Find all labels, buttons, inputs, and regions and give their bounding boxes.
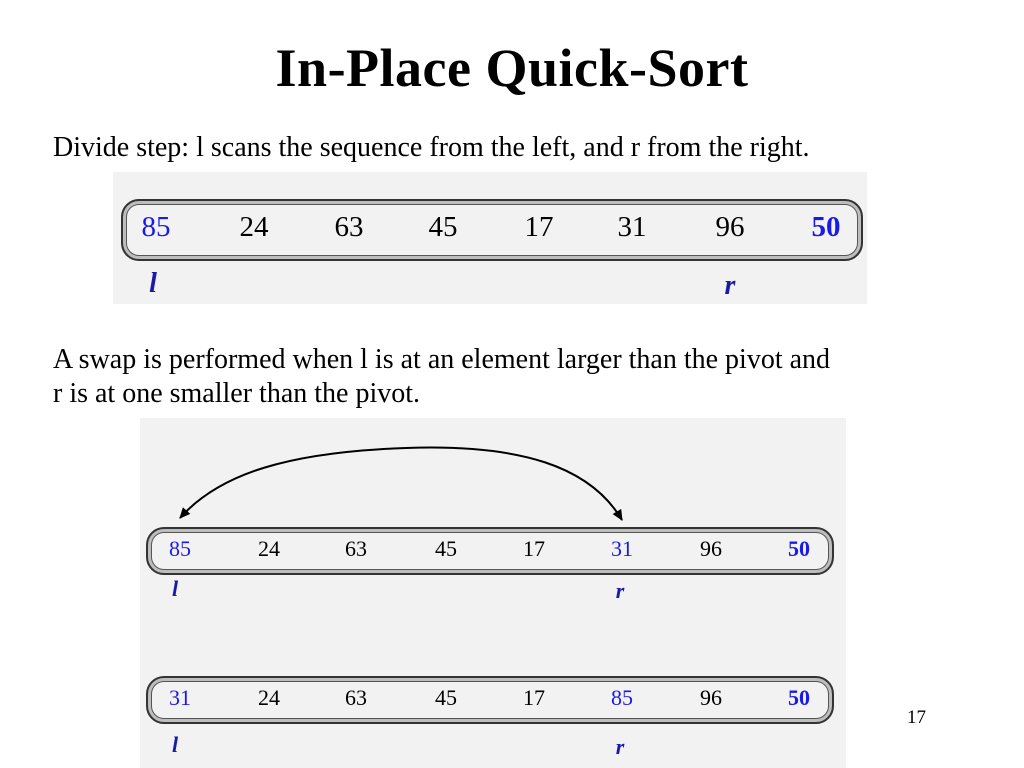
right-pointer-label: r	[615, 578, 625, 603]
page-number: 17	[907, 707, 926, 728]
left-pointer-label: l	[171, 732, 179, 757]
sequence-before-swap	[146, 527, 834, 575]
pivot-cell: 50	[811, 211, 841, 243]
swap-description-line-2: r is at one smaller than the pivot.	[53, 378, 421, 409]
left-pointer-label: l	[149, 268, 157, 299]
right-pointer-label: r	[724, 270, 736, 301]
left-pointer-label: l	[171, 576, 179, 601]
swap-figure	[140, 418, 846, 768]
array-cell: 96	[700, 685, 722, 710]
array-cell: 17	[523, 536, 545, 561]
array-cell: 31	[617, 211, 647, 243]
scan-figure	[113, 172, 867, 304]
pivot-cell: 50	[788, 685, 810, 710]
right-pointer-label: r	[615, 734, 625, 759]
array-cell: 85	[169, 536, 191, 561]
array-cell: 24	[239, 211, 269, 243]
array-cell: 85	[611, 685, 633, 710]
array-cell: 63	[345, 685, 367, 710]
swap-description-text	[53, 343, 830, 411]
array-cell: 31	[611, 536, 633, 561]
array-cell: 17	[523, 685, 545, 710]
array-cell: 96	[715, 211, 745, 243]
array-cell: 63	[334, 211, 364, 243]
pivot-cell: 50	[788, 536, 810, 561]
array-cell: 85	[141, 211, 171, 243]
array-cell: 45	[435, 685, 457, 710]
array-cell: 24	[258, 536, 280, 561]
array-cell: 96	[700, 536, 722, 561]
swap-description-line-1: A swap is performed when l is at an element larger than the pivot and	[53, 344, 831, 375]
array-cell: 45	[428, 211, 458, 243]
array-cell: 63	[345, 536, 367, 561]
array-cell: 31	[169, 685, 191, 710]
sequence-after-swap	[146, 676, 834, 724]
array-cell: 45	[435, 536, 457, 561]
array-cell: 24	[258, 685, 280, 710]
divide-step-text: Divide step: l scans the sequence from the left, and r from the right.	[53, 132, 810, 163]
array-cell: 17	[524, 211, 554, 243]
slide-title: In-Place Quick-Sort	[275, 38, 749, 98]
sequence-array	[121, 199, 863, 261]
